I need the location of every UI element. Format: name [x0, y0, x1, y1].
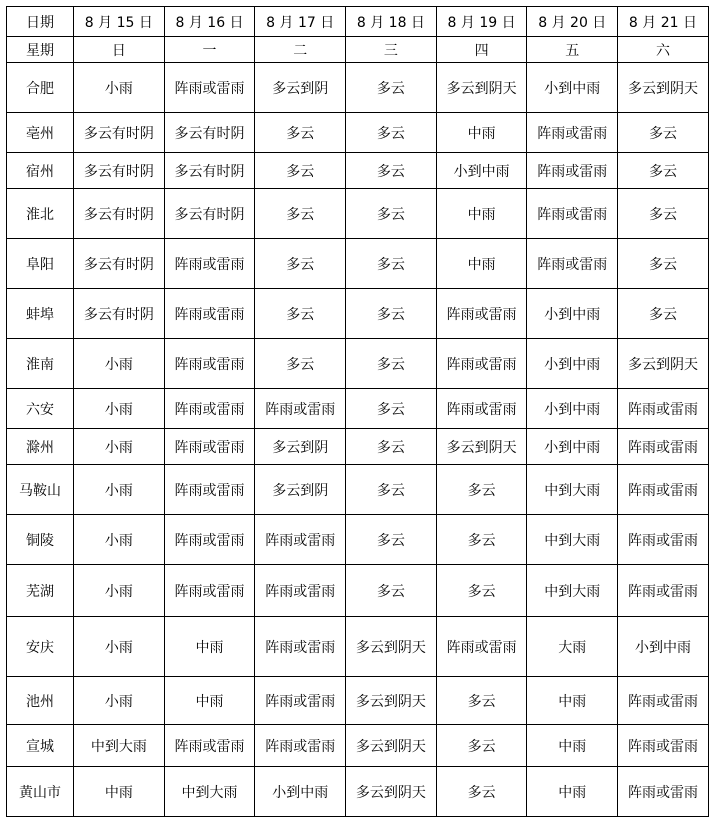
forecast-cell: 多云	[618, 189, 709, 239]
weekday-header-cell: 一	[164, 37, 255, 63]
forecast-cell: 多云	[346, 239, 437, 289]
forecast-cell: 多云到阴天	[346, 725, 437, 767]
date-header-label: 日期	[7, 7, 74, 37]
forecast-cell: 小到中雨	[527, 289, 618, 339]
city-row	[7, 189, 709, 239]
forecast-cell: 多云有时阴	[164, 189, 255, 239]
forecast-cell: 中到大雨	[527, 465, 618, 515]
forecast-table	[6, 6, 709, 817]
forecast-cell: 阵雨或雷雨	[527, 153, 618, 189]
forecast-cell: 多云	[346, 565, 437, 617]
date-header-cell: 8 月 17 日	[255, 7, 346, 37]
date-header-cell: 8 月 15 日	[74, 7, 165, 37]
forecast-cell: 阵雨或雷雨	[164, 339, 255, 389]
forecast-cell: 中到大雨	[527, 515, 618, 565]
city-row	[7, 725, 709, 767]
forecast-cell: 小到中雨	[527, 63, 618, 113]
forecast-cell: 小雨	[74, 339, 165, 389]
city-row	[7, 389, 709, 429]
forecast-cell: 小雨	[74, 465, 165, 515]
forecast-cell: 阵雨或雷雨	[618, 515, 709, 565]
forecast-cell: 阵雨或雷雨	[436, 289, 527, 339]
city-name-cell: 淮南	[7, 339, 74, 389]
forecast-cell: 阵雨或雷雨	[164, 565, 255, 617]
forecast-cell: 多云	[346, 153, 437, 189]
forecast-cell: 小到中雨	[618, 617, 709, 677]
forecast-cell: 阵雨或雷雨	[436, 339, 527, 389]
date-header-cell: 8 月 20 日	[527, 7, 618, 37]
forecast-cell: 多云	[436, 515, 527, 565]
date-header-cell: 8 月 18 日	[346, 7, 437, 37]
forecast-cell: 阵雨或雷雨	[618, 429, 709, 465]
date-header-cell: 8 月 19 日	[436, 7, 527, 37]
forecast-cell: 多云到阴天	[618, 63, 709, 113]
city-name-cell: 合肥	[7, 63, 74, 113]
forecast-cell: 中雨	[436, 189, 527, 239]
forecast-cell: 多云	[436, 465, 527, 515]
forecast-cell: 中雨	[164, 617, 255, 677]
forecast-cell: 小到中雨	[527, 389, 618, 429]
city-name-cell: 阜阳	[7, 239, 74, 289]
forecast-cell: 多云	[618, 239, 709, 289]
forecast-cell: 阵雨或雷雨	[164, 63, 255, 113]
forecast-cell: 中到大雨	[74, 725, 165, 767]
forecast-cell: 多云到阴天	[436, 429, 527, 465]
city-row	[7, 565, 709, 617]
forecast-table-body	[7, 7, 709, 817]
forecast-cell: 小雨	[74, 389, 165, 429]
forecast-cell: 多云到阴	[255, 465, 346, 515]
forecast-cell: 小雨	[74, 515, 165, 565]
city-row	[7, 515, 709, 565]
city-row	[7, 617, 709, 677]
city-row	[7, 239, 709, 289]
forecast-cell: 多云有时阴	[74, 189, 165, 239]
forecast-cell: 阵雨或雷雨	[618, 767, 709, 817]
forecast-cell: 阵雨或雷雨	[527, 239, 618, 289]
city-row	[7, 113, 709, 153]
forecast-cell: 多云有时阴	[74, 113, 165, 153]
forecast-cell: 大雨	[527, 617, 618, 677]
forecast-cell: 阵雨或雷雨	[255, 617, 346, 677]
forecast-cell: 中雨	[164, 677, 255, 725]
forecast-cell: 小到中雨	[527, 429, 618, 465]
forecast-cell: 多云	[346, 389, 437, 429]
forecast-cell: 多云	[255, 339, 346, 389]
forecast-cell: 多云到阴天	[618, 339, 709, 389]
forecast-cell: 小雨	[74, 565, 165, 617]
forecast-cell: 阵雨或雷雨	[618, 389, 709, 429]
forecast-cell: 阵雨或雷雨	[255, 677, 346, 725]
forecast-cell: 多云	[346, 189, 437, 239]
forecast-cell: 多云	[346, 289, 437, 339]
city-name-cell: 马鞍山	[7, 465, 74, 515]
forecast-cell: 阵雨或雷雨	[436, 389, 527, 429]
forecast-cell: 阵雨或雷雨	[164, 239, 255, 289]
forecast-cell: 多云	[436, 677, 527, 725]
forecast-cell: 多云	[346, 465, 437, 515]
forecast-cell: 中雨	[436, 113, 527, 153]
weekday-header-cell: 二	[255, 37, 346, 63]
forecast-cell: 阵雨或雷雨	[164, 389, 255, 429]
city-row	[7, 677, 709, 725]
forecast-cell: 阵雨或雷雨	[618, 565, 709, 617]
city-name-cell: 滁州	[7, 429, 74, 465]
forecast-cell: 阵雨或雷雨	[255, 515, 346, 565]
forecast-cell: 多云	[346, 429, 437, 465]
weekday-header-cell: 四	[436, 37, 527, 63]
city-name-cell: 黄山市	[7, 767, 74, 817]
forecast-cell: 多云	[436, 725, 527, 767]
city-name-cell: 宿州	[7, 153, 74, 189]
forecast-cell: 多云到阴	[255, 63, 346, 113]
forecast-cell: 多云	[346, 339, 437, 389]
forecast-cell: 多云有时阴	[164, 153, 255, 189]
forecast-cell: 多云	[255, 289, 346, 339]
forecast-cell: 小雨	[74, 677, 165, 725]
forecast-cell: 多云到阴	[255, 429, 346, 465]
forecast-cell: 阵雨或雷雨	[618, 725, 709, 767]
city-row	[7, 63, 709, 113]
forecast-cell: 小雨	[74, 63, 165, 113]
date-header-cell: 8 月 21 日	[618, 7, 709, 37]
city-name-cell: 池州	[7, 677, 74, 725]
forecast-cell: 中到大雨	[527, 565, 618, 617]
forecast-cell: 阵雨或雷雨	[436, 617, 527, 677]
forecast-cell: 多云	[618, 113, 709, 153]
forecast-cell: 多云	[255, 113, 346, 153]
city-name-cell: 亳州	[7, 113, 74, 153]
forecast-cell: 多云到阴天	[346, 677, 437, 725]
forecast-cell: 多云到阴天	[346, 767, 437, 817]
forecast-cell: 中到大雨	[164, 767, 255, 817]
forecast-cell: 中雨	[527, 725, 618, 767]
forecast-cell: 多云	[618, 289, 709, 339]
forecast-cell: 阵雨或雷雨	[164, 429, 255, 465]
date-header-row	[7, 7, 709, 37]
forecast-cell: 中雨	[74, 767, 165, 817]
city-name-cell: 六安	[7, 389, 74, 429]
forecast-cell: 中雨	[527, 677, 618, 725]
weekday-header-cell: 六	[618, 37, 709, 63]
city-name-cell: 蚌埠	[7, 289, 74, 339]
forecast-cell: 多云	[346, 113, 437, 153]
weekday-header-label: 星期	[7, 37, 74, 63]
forecast-cell: 多云	[436, 767, 527, 817]
forecast-cell: 多云有时阴	[164, 113, 255, 153]
forecast-cell: 小到中雨	[527, 339, 618, 389]
forecast-cell: 中雨	[436, 239, 527, 289]
forecast-cell: 阵雨或雷雨	[527, 189, 618, 239]
weekday-header-cell: 日	[74, 37, 165, 63]
city-name-cell: 铜陵	[7, 515, 74, 565]
forecast-cell: 中雨	[527, 767, 618, 817]
city-row	[7, 289, 709, 339]
forecast-cell: 阵雨或雷雨	[255, 565, 346, 617]
forecast-cell: 多云	[255, 189, 346, 239]
forecast-cell: 小雨	[74, 617, 165, 677]
forecast-cell: 阵雨或雷雨	[618, 465, 709, 515]
forecast-cell: 小到中雨	[255, 767, 346, 817]
forecast-cell: 多云有时阴	[74, 153, 165, 189]
date-header-cell: 8 月 16 日	[164, 7, 255, 37]
weekday-header-cell: 五	[527, 37, 618, 63]
forecast-cell: 多云	[255, 153, 346, 189]
city-name-cell: 宣城	[7, 725, 74, 767]
forecast-cell: 多云	[436, 565, 527, 617]
city-name-cell: 安庆	[7, 617, 74, 677]
forecast-cell: 多云	[618, 153, 709, 189]
forecast-cell: 阵雨或雷雨	[618, 677, 709, 725]
weekday-header-cell: 三	[346, 37, 437, 63]
forecast-cell: 阵雨或雷雨	[255, 389, 346, 429]
city-row	[7, 767, 709, 817]
city-row	[7, 429, 709, 465]
forecast-cell: 阵雨或雷雨	[164, 725, 255, 767]
forecast-cell: 多云	[346, 515, 437, 565]
city-row	[7, 339, 709, 389]
forecast-cell: 阵雨或雷雨	[255, 725, 346, 767]
forecast-cell: 阵雨或雷雨	[164, 465, 255, 515]
forecast-cell: 阵雨或雷雨	[164, 515, 255, 565]
city-name-cell: 芜湖	[7, 565, 74, 617]
forecast-cell: 阵雨或雷雨	[527, 113, 618, 153]
forecast-cell: 多云	[255, 239, 346, 289]
forecast-cell: 多云	[346, 63, 437, 113]
forecast-cell: 多云有时阴	[74, 239, 165, 289]
forecast-cell: 多云到阴天	[436, 63, 527, 113]
forecast-cell: 阵雨或雷雨	[164, 289, 255, 339]
city-row	[7, 465, 709, 515]
city-name-cell: 淮北	[7, 189, 74, 239]
city-row	[7, 153, 709, 189]
forecast-cell: 小到中雨	[436, 153, 527, 189]
weekday-header-row	[7, 37, 709, 63]
forecast-cell: 小雨	[74, 429, 165, 465]
forecast-cell: 多云有时阴	[74, 289, 165, 339]
forecast-cell: 多云到阴天	[346, 617, 437, 677]
